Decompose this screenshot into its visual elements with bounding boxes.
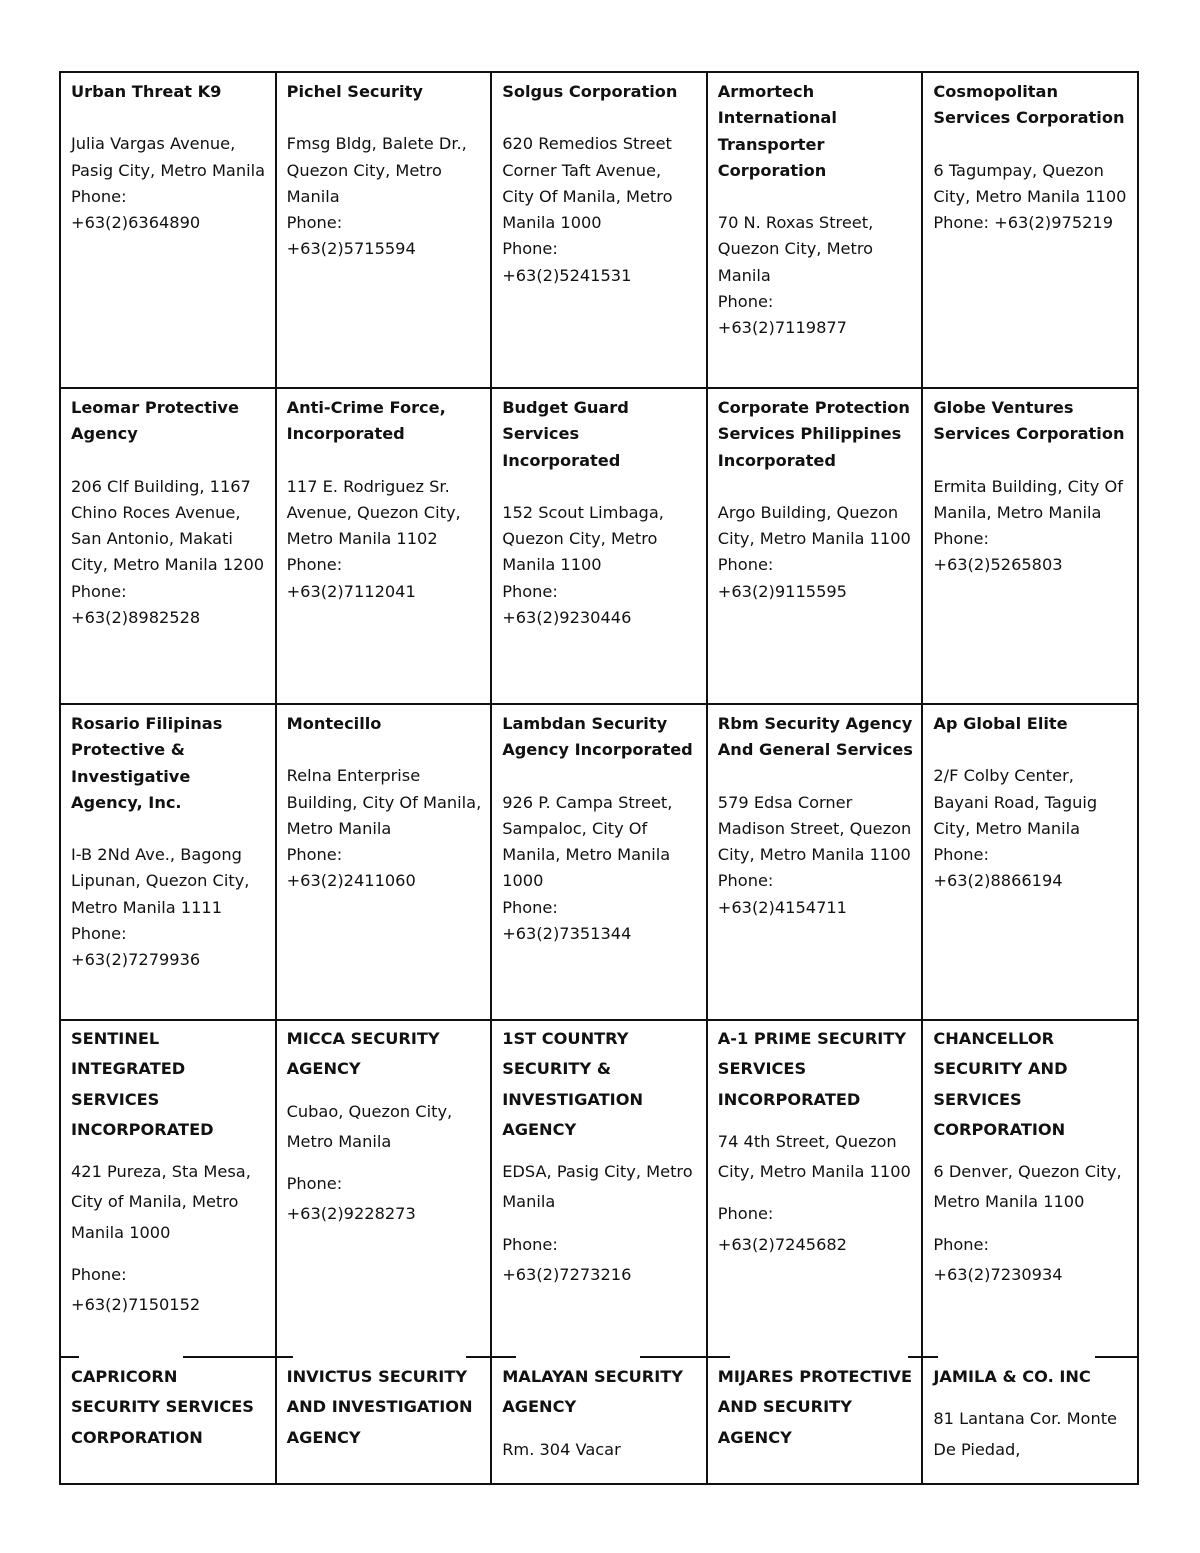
- agency-address: EDSA, Pasig City, Metro Manila: [502, 1162, 693, 1212]
- agency-name: Budget Guard Services Incorporated: [502, 398, 629, 470]
- agency-address: Cubao, Quezon City, Metro Manila: [286, 1101, 453, 1151]
- phone-label: Phone:: [71, 186, 127, 206]
- phone-label: Phone:: [502, 1234, 558, 1254]
- agency-name: CAPRICORN SECURITY SERVICES CORPORATION: [71, 1367, 254, 1447]
- phone-number: +63(2)5265803: [933, 555, 1063, 575]
- table-row: [61, 1359, 1139, 1485]
- agency-cell: [923, 389, 1139, 703]
- agency-cell: [708, 73, 924, 387]
- agency-cell: [492, 705, 708, 1019]
- phone-number: +63(2)8866194: [933, 871, 1063, 891]
- phone-number: +63(2)7351344: [502, 924, 632, 944]
- agency-address: 206 Clf Building, 1167 Chino Roces Avenue, San Antonio, Makati City, Metro Manila 1200: [71, 476, 265, 575]
- divider-fragment: [1095, 1356, 1139, 1358]
- agency-cell: [708, 1359, 924, 1483]
- agency-address: Rm. 304 Vacar: [502, 1439, 621, 1459]
- agency-cell: [492, 73, 708, 387]
- phone-label: Phone:: [933, 1234, 989, 1254]
- phone-label: Phone:: [286, 845, 343, 865]
- agency-cell: [708, 1021, 924, 1359]
- phone-label: Phone:: [717, 1204, 774, 1224]
- agency-cell: [923, 1359, 1139, 1483]
- agency-cell: [923, 705, 1139, 1019]
- agency-cell: [277, 1021, 493, 1359]
- agency-address: 70 N. Roxas Street, Quezon City, Metro Manila: [717, 213, 874, 285]
- agency-address: Ermita Building, City Of Manila, Metro Manila: [933, 476, 1123, 522]
- divider-fragment: [183, 1356, 293, 1358]
- agency-cell: [492, 1359, 708, 1483]
- agency-cell: [61, 73, 277, 387]
- agency-address: Relna Enterprise Building, City Of Manila, Metro Manila: [286, 766, 482, 838]
- phone-number: +63(2)8982528: [71, 608, 201, 628]
- agency-name: Leomar Protective Agency: [71, 398, 239, 444]
- agency-name: Ap Global Elite: [933, 714, 1068, 733]
- agency-cell: [277, 389, 493, 703]
- agency-cell: [492, 1021, 708, 1359]
- agency-name: Urban Threat K9: [71, 82, 222, 101]
- agency-address: 421 Pureza, Sta Mesa, City of Manila, Metro Manila 1000: [71, 1162, 251, 1242]
- phone-number: +63(2)7230934: [933, 1265, 1063, 1285]
- agency-name: MALAYAN SECURITY AGENCY: [502, 1367, 683, 1417]
- agency-address: I-B 2Nd Ave., Bagong Lipunan, Quezon City, Metro Manila 1111: [71, 845, 250, 917]
- phone-number: +63(2)4154711: [717, 897, 847, 917]
- phone-label: Phone:: [717, 871, 774, 891]
- agency-name: Pichel Security: [286, 82, 423, 101]
- agency-address: 152 Scout Limbaga, Quezon City, Metro Manila 1100: [502, 502, 664, 575]
- divider-fragment: [640, 1356, 730, 1358]
- table-row: [61, 1021, 1139, 1359]
- agency-name: JAMILA & CO. INC: [933, 1367, 1091, 1386]
- phone-label: Phone:: [286, 1174, 343, 1194]
- phone-label: Phone:: [71, 581, 127, 601]
- agency-address: Argo Building, Quezon City, Metro Manila 1100: [717, 502, 911, 549]
- agency-cell: [923, 1021, 1139, 1359]
- phone-number: +63(2)6364890: [71, 213, 201, 233]
- agency-address: 579 Edsa Corner Madison Street, Quezon City, Metro Manila 1100: [717, 792, 912, 865]
- agency-cell: [708, 389, 924, 703]
- phone-number: +63(2)7112041: [286, 581, 416, 601]
- phone-number: +63(2)7150152: [71, 1295, 201, 1315]
- phone-number: +63(2)5715594: [286, 239, 416, 259]
- agency-address: 117 E. Rodriguez Sr. Avenue, Quezon City, Metro Manila 1102: [286, 476, 461, 549]
- phone-line: [933, 210, 1129, 236]
- phone-label: Phone:: [502, 897, 558, 917]
- phone-number: +63(2)5241531: [502, 265, 632, 285]
- phone-label: Phone:: [502, 239, 558, 259]
- phone-label: Phone:: [933, 529, 989, 549]
- divider-fragment: [59, 1356, 79, 1358]
- divider-fragment: [466, 1356, 516, 1358]
- agency-cell: [61, 705, 277, 1019]
- phone-label: Phone:: [933, 213, 989, 233]
- agency-address: 74 4th Street, Quezon City, Metro Manila 1100: [717, 1131, 911, 1182]
- agency-name: CHANCELLOR SECURITY AND SERVICES CORPORATION: [933, 1029, 1068, 1139]
- agency-address: 6 Tagumpay, Quezon City, Metro Manila 1100: [933, 160, 1127, 206]
- agency-name: Corporate Protection Services Philippines Incorporated: [717, 398, 910, 470]
- agency-cell: [277, 705, 493, 1019]
- agency-address: 620 Remedios Street Corner Taft Avenue, City Of Manila, Metro Manila 1000: [502, 134, 673, 233]
- agency-name: A-1 PRIME SECURITY SERVICES INCORPORATED: [717, 1029, 907, 1109]
- table-row: [61, 73, 1139, 389]
- phone-number: +63(2)9115595: [717, 581, 847, 601]
- agency-address: Julia Vargas Avenue, Pasig City, Metro Manila: [71, 134, 266, 180]
- agency-name: Rosario Filipinas Protective & Investigative Agency, Inc.: [71, 714, 223, 812]
- agency-name: MIJARES PROTECTIVE AND SECURITY AGENCY: [717, 1367, 912, 1447]
- agency-cell: [708, 705, 924, 1019]
- agency-cell: [61, 1359, 277, 1483]
- agency-cell: [277, 73, 493, 387]
- agency-cell: [492, 389, 708, 703]
- agency-name: Armortech International Transporter Corporation: [717, 82, 837, 180]
- table-row: [61, 705, 1139, 1021]
- phone-label: Phone:: [71, 1265, 127, 1285]
- agency-name: Cosmopolitan Services Corporation: [933, 82, 1125, 128]
- agency-address: 81 Lantana Cor. Monte De Piedad,: [933, 1409, 1118, 1459]
- phone-label: Phone:: [717, 555, 774, 575]
- phone-label: Phone:: [717, 292, 774, 312]
- agency-cell: [923, 73, 1139, 387]
- phone-label: Phone:: [502, 581, 558, 601]
- phone-label: Phone:: [286, 555, 343, 575]
- agency-address: 2/F Colby Center, Bayani Road, Taguig City, Metro Manila: [933, 766, 1098, 838]
- agency-name: Globe Ventures Services Corporation: [933, 398, 1125, 444]
- agency-name: Rbm Security Agency And General Services: [717, 714, 913, 760]
- agency-name: Anti-Crime Force, Incorporated: [286, 398, 446, 444]
- phone-number: +63(2)975219: [994, 213, 1114, 233]
- agency-cell: [277, 1359, 493, 1483]
- agency-address: 6 Denver, Quezon City, Metro Manila 1100: [933, 1162, 1122, 1212]
- phone-number: +63(2)2411060: [286, 871, 416, 891]
- phone-number: +63(2)7245682: [717, 1234, 847, 1254]
- phone-label: Phone:: [71, 924, 127, 944]
- agency-cell: [61, 389, 277, 703]
- agency-name: Solgus Corporation: [502, 82, 678, 101]
- phone-number: +63(2)9230446: [502, 608, 632, 628]
- agency-cell: [61, 1021, 277, 1359]
- agency-name: Lambdan Security Agency Incorporated: [502, 714, 693, 760]
- phone-number: +63(2)7279936: [71, 950, 201, 970]
- agency-name: SENTINEL INTEGRATED SERVICES INCORPORATED: [71, 1029, 214, 1139]
- phone-label: Phone:: [933, 845, 989, 865]
- agency-name: Montecillo: [286, 714, 382, 733]
- agency-name: 1ST COUNTRY SECURITY & INVESTIGATION AGENCY: [502, 1029, 643, 1139]
- phone-number: +63(2)7273216: [502, 1265, 632, 1285]
- phone-number: +63(2)7119877: [717, 318, 847, 338]
- phone-label: Phone:: [286, 213, 343, 233]
- agency-address: Fmsg Bldg, Balete Dr., Quezon City, Metro Manila: [286, 134, 467, 206]
- agency-name: MICCA SECURITY AGENCY: [286, 1029, 440, 1079]
- table-row: [61, 389, 1139, 705]
- agency-directory-table: [59, 71, 1139, 1485]
- phone-number: +63(2)9228273: [286, 1204, 416, 1224]
- divider-fragment: [908, 1356, 938, 1358]
- agency-name: INVICTUS SECURITY AND INVESTIGATION AGENCY: [286, 1367, 473, 1447]
- agency-address: 926 P. Campa Street, Sampaloc, City Of Manila, Metro Manila 1000: [502, 792, 673, 891]
